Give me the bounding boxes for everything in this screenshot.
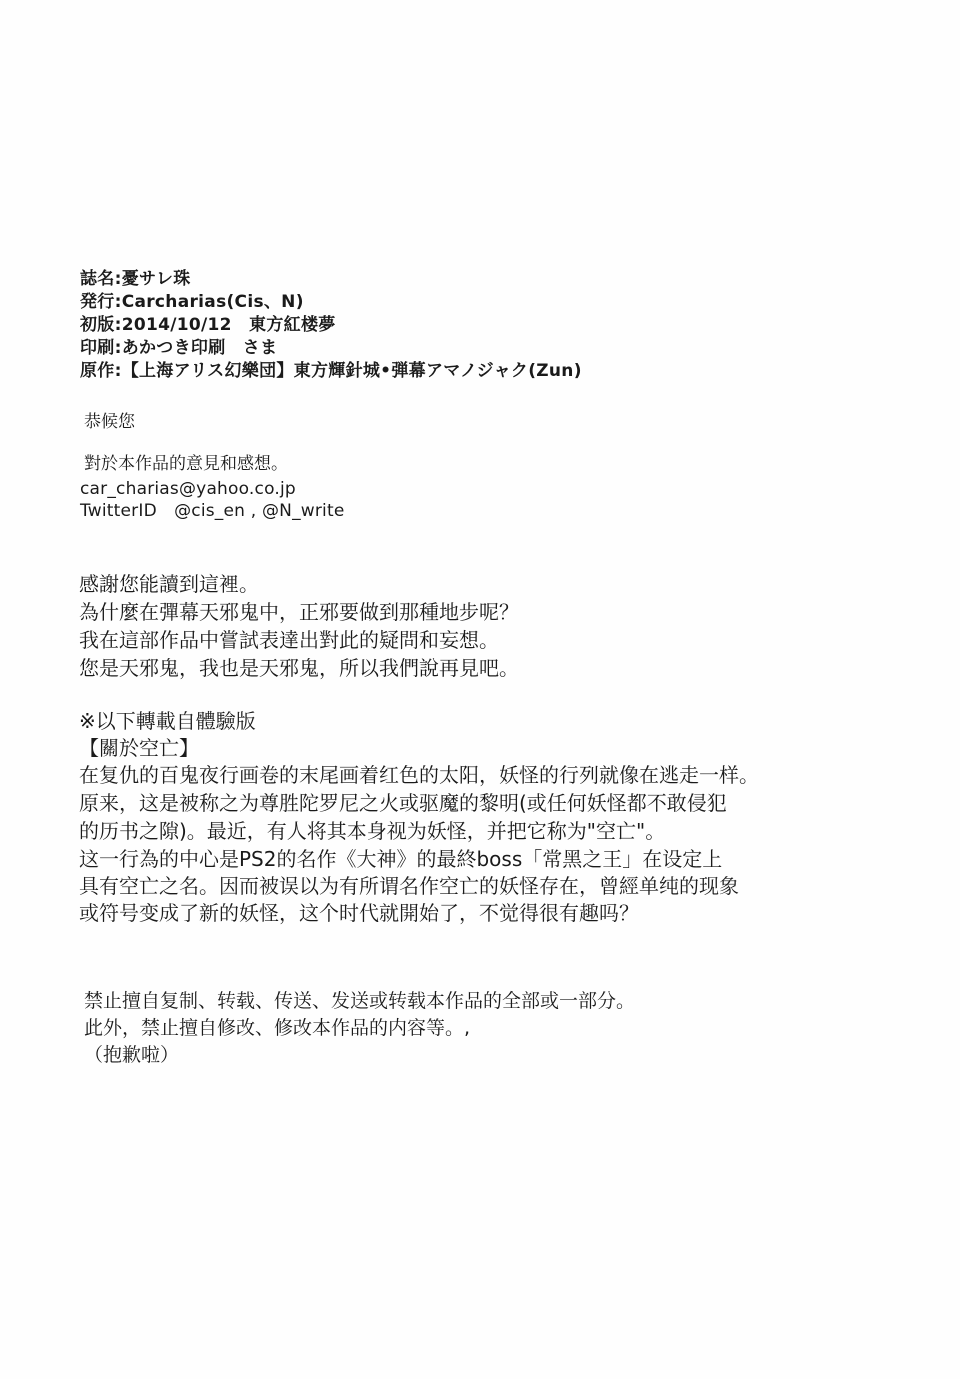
reprint-note: ※以下轉載自體驗版 (79, 709, 256, 733)
afterword-line: 您是天邪鬼，我也是天邪鬼，所以我們說再見吧。 (79, 656, 519, 680)
notice-line: 禁止擅自复制、转载、传送、发送或转载本作品的全部或一部分。 (84, 990, 636, 1012)
colophon-original: 原作:【上海アリス幻樂団】東方輝針城•弾幕アマノジャク(Zun) (80, 361, 582, 381)
afterword-line: 我在這部作品中嘗試表達出對此的疑問和妄想。 (79, 628, 499, 652)
reprint-line: 原来，这是被称之为尊胜陀罗尼之火或驱魔的黎明(或任何妖怪都不敢侵犯 (79, 791, 727, 815)
twitter-ids: TwitterID @cis_en , @N_write (80, 501, 345, 521)
reprint-line: 在复仇的百鬼夜行画卷的末尾画着红色的太阳，妖怪的行列就像在逃走一样。 (79, 763, 759, 787)
colophon-printing: 印刷:あかつき印刷 さま (80, 338, 278, 358)
afterword-line: 為什麼在彈幕天邪鬼中，正邪要做到那種地步呢？ (79, 600, 519, 624)
reprint-heading: 【關於空亡】 (79, 736, 199, 760)
reprint-line: 的历书之隙)。最近，有人将其本身视为妖怪，并把它称为"空亡"。 (79, 819, 666, 843)
feedback-text: 對於本作品的意見和感想。 (84, 454, 288, 474)
colophon-title: 誌名:憂サレ珠 (80, 269, 191, 289)
notice-line: 此外，禁止擅自修改、修改本作品的内容等。, (84, 1017, 471, 1039)
reprint-line: 或符号变成了新的妖怪，这个时代就開始了，不觉得很有趣吗？ (79, 901, 639, 925)
notice-apology: （抱歉啦） (84, 1044, 180, 1066)
colophon-first-edition: 初版:2014/10/12 東方紅楼夢 (80, 315, 336, 335)
colophon-publisher: 発行:Carcharias(Cis、N) (80, 292, 304, 312)
afterword-line: 感謝您能讀到這裡。 (79, 572, 259, 596)
email-address: car_charias@yahoo.co.jp (80, 479, 296, 499)
reprint-line: 这一行為的中心是PS2的名作《大神》的最終boss「常黑之王」在设定上 (79, 847, 723, 871)
greeting: 恭候您 (84, 412, 135, 432)
reprint-line: 具有空亡之名。因而被误以为有所谓名作空亡的妖怪存在，曾經单纯的现象 (79, 874, 739, 898)
